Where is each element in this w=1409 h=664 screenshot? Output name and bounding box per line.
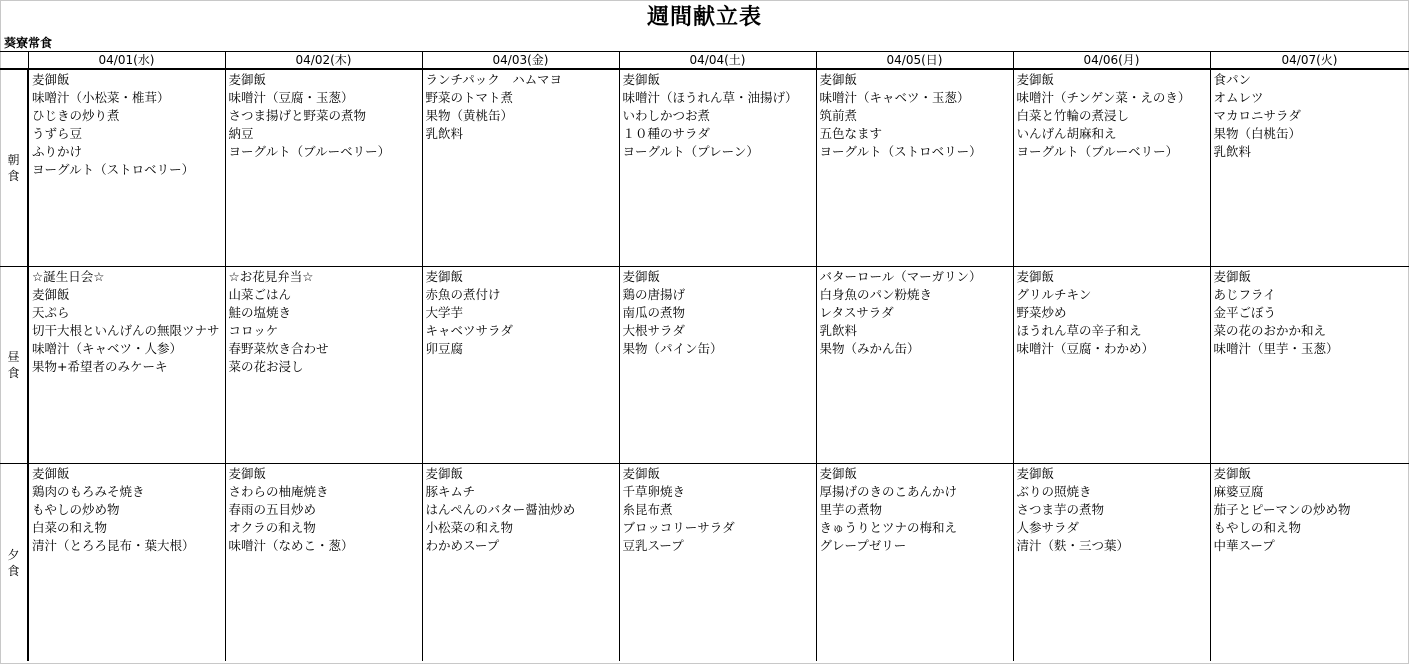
menu-item: 味噌汁（なめこ・葱） [228, 538, 354, 553]
menu-item: 果物（パイン缶） [622, 341, 723, 356]
menu-item: 山菜ごはん [228, 287, 292, 302]
menu-item: 麻婆豆腐 [1213, 484, 1264, 499]
menu-item: 味噌汁（豆腐・わかめ） [1016, 341, 1155, 356]
menu-item: 果物+希望者のみケーキ [32, 359, 168, 374]
menu-item: ヨーグルト（ブルーベリー） [1016, 144, 1179, 159]
menu-item: ヨーグルト（ストロベリー） [819, 144, 982, 159]
menu-cell [225, 267, 422, 464]
menu-item: 果物（みかん缶） [819, 341, 920, 356]
menu-item: ランチパック ハムマヨ [425, 72, 563, 87]
meal-label-top: 朝 [7, 153, 20, 167]
menu-item: 味噌汁（キャベツ・人参） [32, 341, 183, 356]
menu-cell [1210, 464, 1409, 662]
menu-item: 麦御飯 [622, 72, 661, 87]
menu-item: 中華スープ [1213, 538, 1275, 553]
menu-item: さつま芋の煮物 [1016, 502, 1105, 517]
menu-item: 麦御飯 [32, 466, 70, 481]
menu-item: 卯豆腐 [425, 341, 464, 356]
menu-item: 乳飲料 [819, 323, 858, 338]
menu-item: 鶏肉のもろみそ焼き [32, 484, 145, 499]
menu-item: 菜の花お浸し [228, 359, 304, 374]
menu-item: 果物（黄桃缶） [425, 108, 514, 123]
menu-item: もやしの炒め物 [32, 502, 120, 517]
menu-cell [28, 464, 225, 662]
date-header-cell: 04/04(土) [619, 52, 816, 70]
menu-item: 白菜と竹輪の煮浸し [1016, 108, 1130, 123]
menu-item: 糸昆布煮 [622, 502, 673, 517]
menu-item: 麦御飯 [1016, 466, 1055, 481]
menu-cell [422, 464, 619, 662]
menu-item: さわらの柚庵焼き [228, 484, 329, 499]
menu-item: 麦御飯 [622, 466, 661, 481]
menu-item: 麦御飯 [32, 287, 70, 302]
menu-item: 麦御飯 [425, 466, 464, 481]
menu-item: ヨーグルト（プレーン） [622, 144, 759, 159]
menu-item: はんぺんのバター醤油炒め [425, 502, 576, 517]
menu-item: 厚揚げのきのこあんかけ [819, 484, 958, 499]
menu-cell [1210, 267, 1409, 464]
menu-item: ぶりの照焼き [1016, 484, 1092, 499]
menu-item: 赤魚の煮付け [425, 287, 501, 302]
menu-item: グレープゼリー [819, 538, 907, 553]
menu-cell [28, 69, 225, 267]
meal-label-top: 夕 [7, 547, 20, 562]
menu-cell [1210, 69, 1409, 267]
menu-item: うずら豆 [32, 126, 83, 141]
menu-item: ほうれん草の辛子和え [1016, 323, 1142, 338]
meal-label-bottom: 食 [7, 563, 20, 578]
menu-item: 食パン [1213, 72, 1252, 87]
date-header-cell: 04/02(木) [225, 52, 422, 70]
meal-label-breakfast [0, 69, 28, 267]
menu-item: 千草卵焼き [622, 484, 686, 499]
menu-item: ヨーグルト（ブルーベリー） [228, 144, 391, 159]
menu-cell [1013, 69, 1210, 267]
menu-item: オクラの和え物 [228, 520, 316, 535]
menu-cell [619, 464, 816, 662]
menu-cell [1013, 464, 1210, 662]
page-title: 週間献立表 [646, 5, 762, 30]
menu-item: 筑前煮 [819, 108, 858, 123]
menu-cell [619, 69, 816, 267]
menu-cell [422, 69, 619, 267]
menu-item: 野菜のトマト煮 [425, 90, 514, 105]
menu-item: きゅうりとツナの梅和え [819, 520, 958, 535]
menu-item: もやしの和え物 [1213, 520, 1302, 535]
menu-item: 大根サラダ [622, 323, 685, 338]
menu-cell [225, 464, 422, 662]
menu-item: 麦御飯 [819, 72, 858, 87]
weekly-menu-table [0, 51, 1409, 661]
menu-item: 麦御飯 [1213, 269, 1252, 284]
menu-item: 鮭の塩焼き [228, 305, 292, 320]
menu-item: 果物（白桃缶） [1213, 126, 1302, 141]
menu-item: 切干大根といんげんの無限ツナサ [32, 323, 220, 338]
menu-item: 南瓜の煮物 [622, 305, 686, 320]
meal-label-dinner [0, 464, 28, 662]
menu-item: 清汁（麩・三つ葉） [1016, 538, 1130, 553]
menu-item: 乳飲料 [425, 126, 464, 141]
meal-label-lunch [0, 267, 28, 464]
menu-item: 豆乳スープ [622, 538, 684, 553]
menu-item: 味噌汁（小松菜・椎茸） [32, 90, 170, 105]
header-corner-cell [0, 52, 28, 70]
menu-item: オムレツ [1213, 90, 1264, 105]
menu-item: ☆お花見弁当☆ [228, 269, 314, 284]
menu-item: 天ぷら [32, 305, 70, 320]
menu-item: 麦御飯 [1016, 72, 1055, 87]
menu-item: 乳飲料 [1213, 144, 1252, 159]
menu-item: 麦御飯 [1213, 466, 1252, 481]
menu-item: マカロニサラダ [1213, 108, 1301, 123]
menu-item: いんげん胡麻和え [1016, 126, 1117, 141]
menu-cell [225, 69, 422, 267]
meal-label-bottom: 食 [7, 366, 20, 380]
dinner-row [0, 464, 1409, 662]
menu-item: 豚キムチ [425, 484, 476, 499]
menu-item: いわしかつお煮 [622, 108, 711, 123]
menu-item: 白菜の和え物 [32, 520, 108, 535]
date-header-row [0, 52, 1409, 70]
date-header-cell: 04/03(金) [422, 52, 619, 70]
menu-item: グリルチキン [1016, 287, 1092, 302]
breakfast-row [0, 69, 1409, 267]
menu-item: あじフライ [1213, 287, 1276, 302]
menu-item: 大学芋 [425, 305, 464, 320]
menu-item: 麦御飯 [228, 72, 267, 87]
menu-item: ブロッコリーサラダ [622, 520, 735, 535]
menu-cell [816, 267, 1013, 464]
menu-cell [816, 69, 1013, 267]
menu-item: 菜の花のおかか和え [1213, 323, 1327, 338]
menu-item: 春野菜炊き合わせ [228, 341, 329, 356]
menu-item: 小松菜の和え物 [425, 520, 514, 535]
menu-cell [28, 267, 225, 464]
menu-item: 清汁（とろろ昆布・葉大根） [32, 538, 195, 553]
menu-cell [619, 267, 816, 464]
menu-item: 味噌汁（里芋・玉葱） [1213, 341, 1339, 356]
date-header-cell: 04/01(水) [28, 52, 225, 70]
menu-item: 麦御飯 [425, 269, 464, 284]
menu-category-label: 葵寮常食 [4, 36, 53, 50]
menu-item: 茄子とピーマンの炒め物 [1213, 502, 1351, 517]
menu-item: 納豆 [228, 126, 254, 141]
menu-item: 金平ごぼう [1213, 305, 1277, 320]
meal-label-bottom: 食 [7, 169, 20, 183]
menu-item: 鶏の唐揚げ [622, 287, 686, 302]
menu-item: ☆誕生日会☆ [32, 269, 105, 284]
menu-item: 麦御飯 [622, 269, 661, 284]
menu-item: コロッケ [228, 323, 279, 338]
menu-item: 野菜炒め [1016, 305, 1067, 320]
menu-item: 麦御飯 [1016, 269, 1055, 284]
date-header-cell: 04/06(月) [1013, 52, 1210, 70]
lunch-row [0, 267, 1409, 464]
menu-item: 里芋の煮物 [819, 502, 883, 517]
menu-item: 麦御飯 [819, 466, 858, 481]
menu-item: 麦御飯 [32, 72, 70, 87]
meal-label-top: 昼 [7, 350, 20, 364]
menu-item: １０種のサラダ [622, 126, 710, 141]
menu-item: 春雨の五目炒め [228, 502, 317, 517]
menu-cell [1013, 267, 1210, 464]
menu-item: 味噌汁（豆腐・玉葱） [228, 90, 354, 105]
menu-item: 人参サラダ [1016, 520, 1079, 535]
menu-item: わかめスープ [425, 538, 500, 553]
menu-item: 味噌汁（キャベツ・玉葱） [819, 90, 970, 105]
menu-item: 味噌汁（チンゲン菜・えのき） [1016, 90, 1191, 105]
menu-item: 白身魚のパン粉焼き [819, 287, 933, 302]
menu-item: 麦御飯 [228, 466, 267, 481]
menu-item: バターロール（マーガリン） [819, 269, 982, 284]
date-header-cell: 04/07(火) [1210, 52, 1409, 70]
menu-cell [422, 267, 619, 464]
menu-item: キャベツサラダ [425, 323, 513, 338]
menu-item: 五色なます [819, 126, 883, 141]
menu-item: 味噌汁（ほうれん草・油揚げ） [622, 90, 798, 105]
menu-item: レタスサラダ [819, 305, 894, 320]
menu-item: さつま揚げと野菜の煮物 [228, 108, 367, 123]
menu-cell [816, 464, 1013, 662]
menu-item: ヨーグルト（ストロベリー） [32, 162, 195, 177]
menu-item: ふりかけ [32, 144, 83, 159]
date-header-cell: 04/05(日) [816, 52, 1013, 70]
menu-item: ひじきの炒り煮 [32, 108, 120, 123]
